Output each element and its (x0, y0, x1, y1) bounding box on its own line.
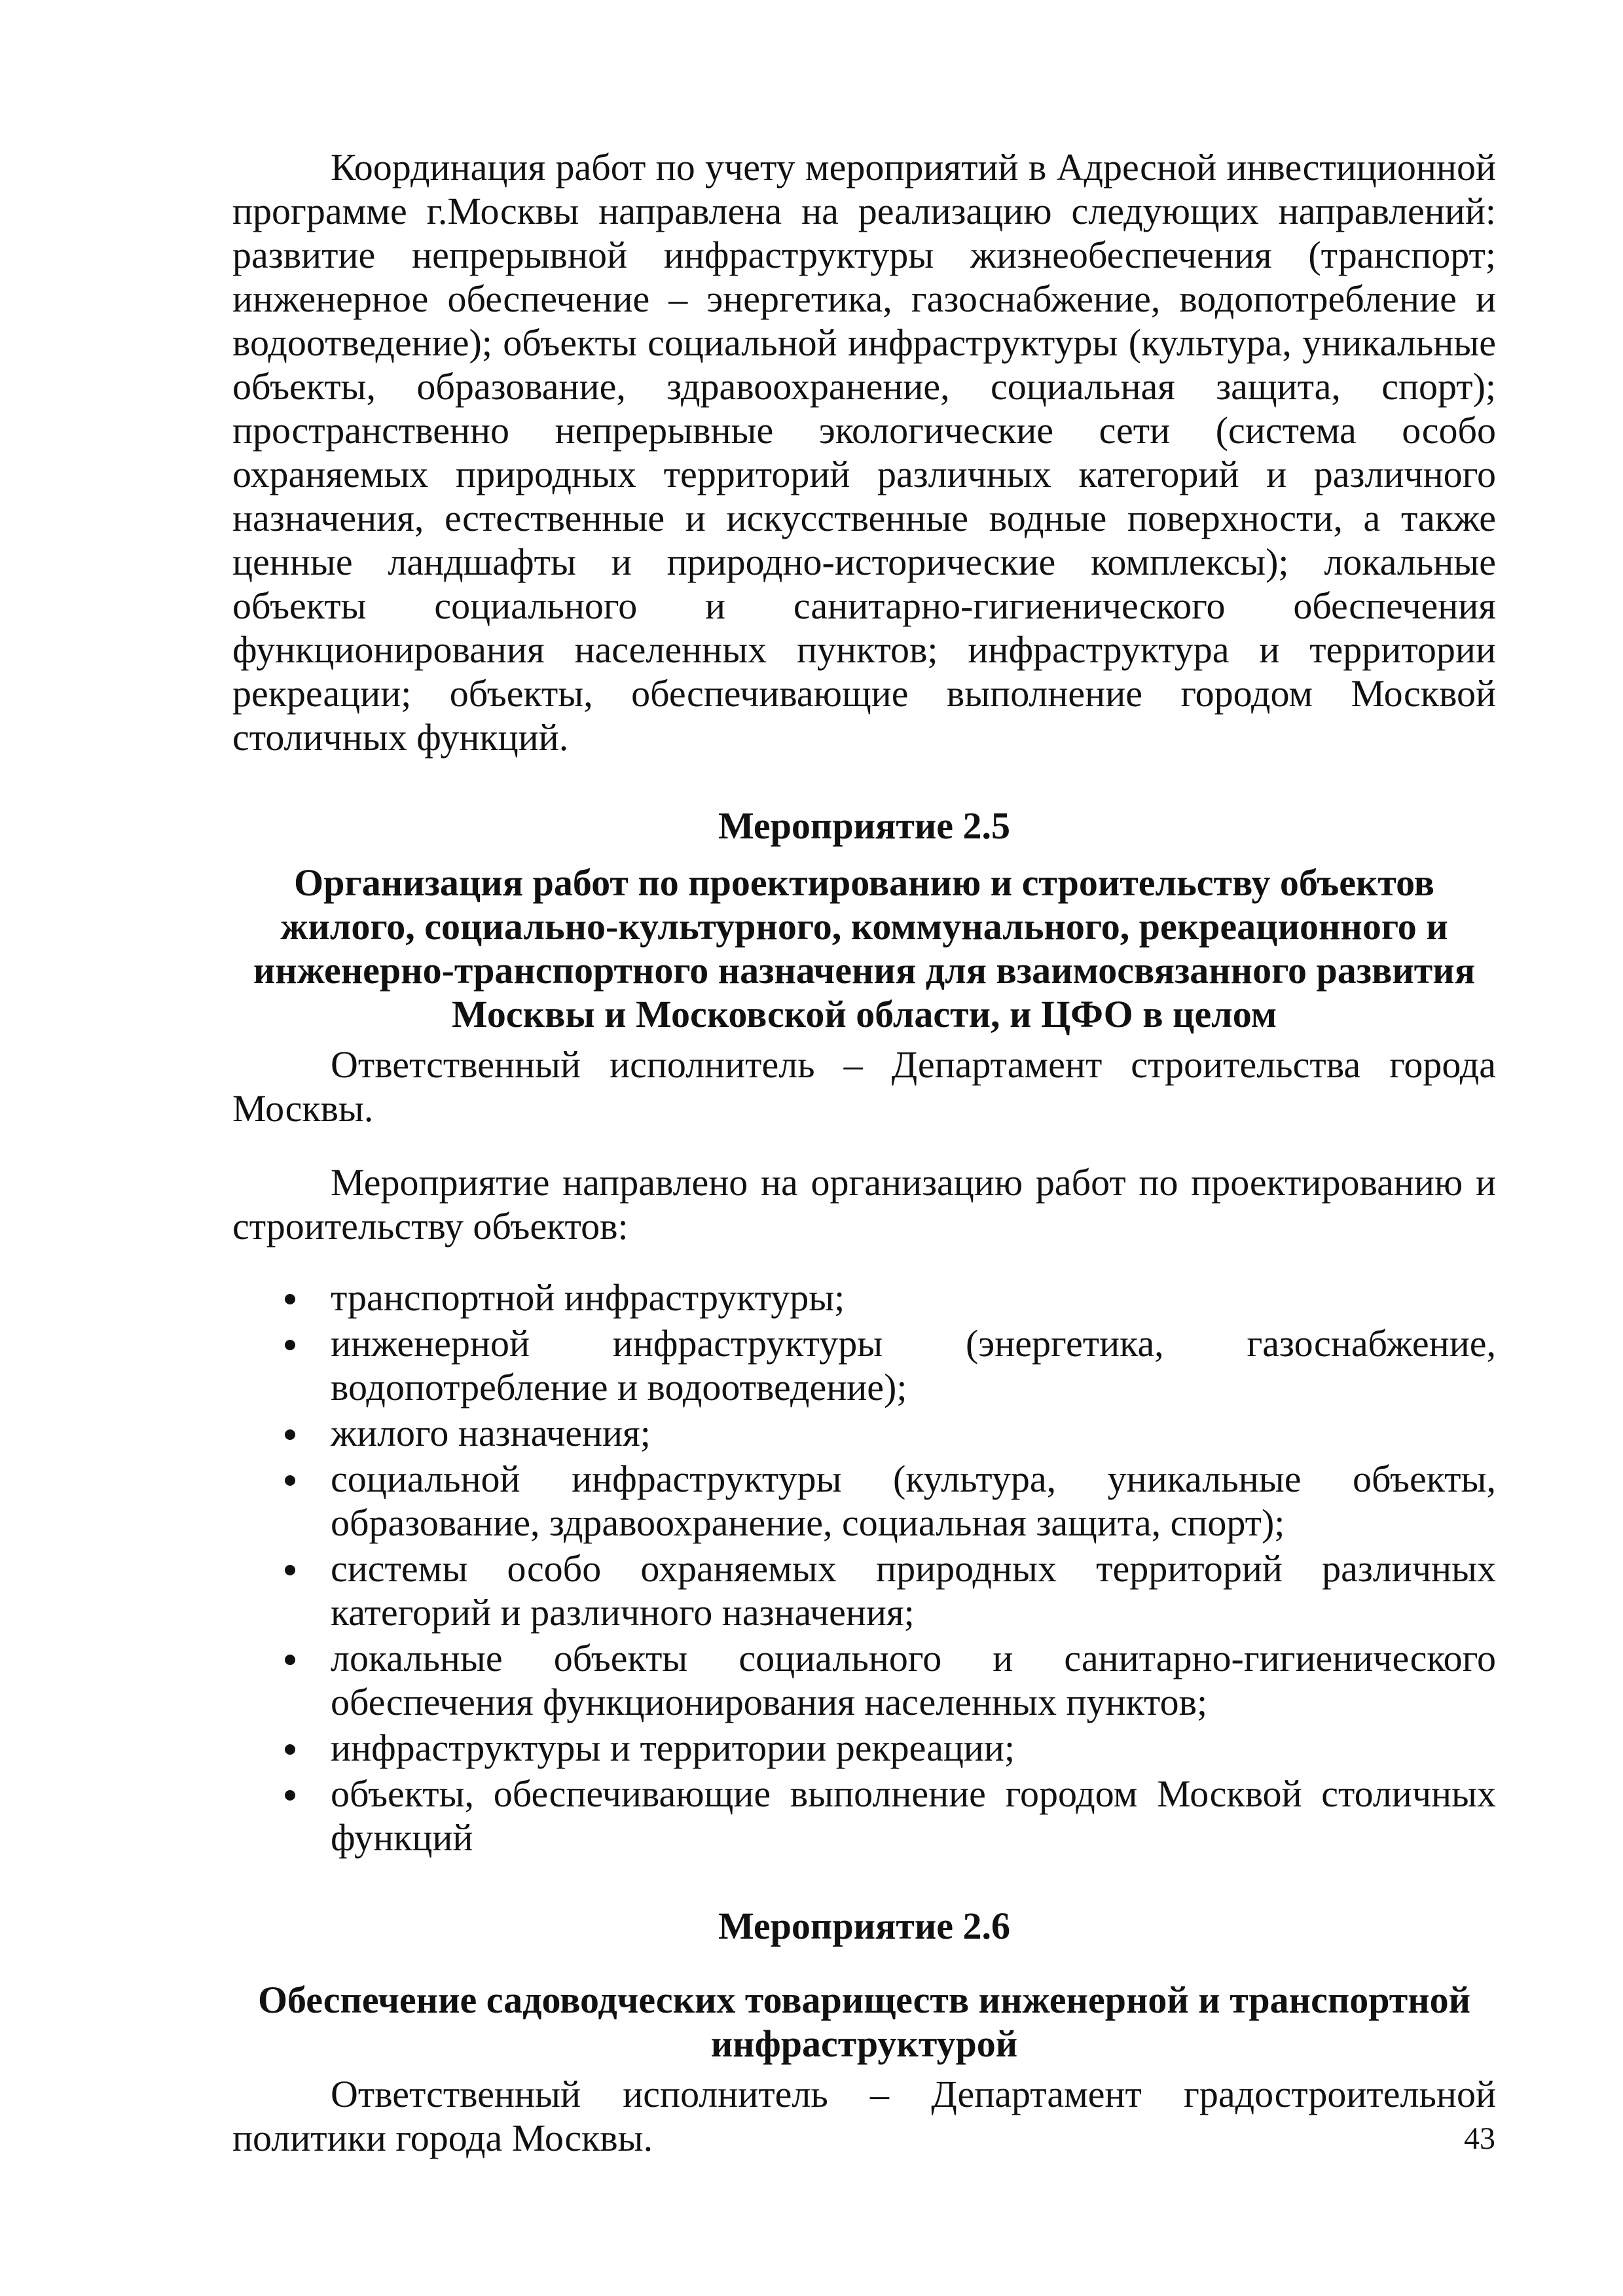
list-item (232, 1411, 1496, 1455)
list-item (232, 1457, 1496, 1545)
page-content (232, 145, 1496, 2160)
list-item-text: социальной инфраструктуры (культура, уникальные объекты, образование, здравоохранение, социальная защита, спорт); (331, 1458, 1496, 1544)
bullet-icon (285, 1744, 295, 1755)
section-2-5-bullet-list (232, 1276, 1496, 1859)
list-item (232, 1547, 1496, 1634)
list-item-text: транспортной инфраструктуры; (331, 1276, 845, 1319)
section-2-6-title: Обеспечение садоводческих товариществ инженерной и транспортной инфраструктурой (257, 1979, 1471, 2065)
bullet-icon (285, 1475, 295, 1486)
list-item-text: инженерной инфраструктуры (энергетика, газоснабжение, водопотребление и водоотведение); (331, 1322, 1496, 1408)
list-item (232, 1726, 1496, 1770)
bullet-icon (285, 1340, 295, 1350)
list-item (232, 1772, 1496, 1859)
list-item-text: локальные объекты социального и санитарно-гигиенического обеспечения функционирования населенных пунктов; (331, 1637, 1496, 1723)
section-2-6-number: Мероприятие 2.6 (718, 1905, 1011, 1947)
section-2-5-description: Мероприятие направлено на организацию работ по проектированию и строительству объектов: (232, 1161, 1496, 1247)
bullet-icon (285, 1429, 295, 1440)
section-2-6-responsible: Ответственный исполнитель – Департамент градостроительной политики города Москвы. (232, 2073, 1496, 2159)
list-item-text: инфраструктуры и территории рекреации; (331, 1727, 1015, 1769)
list-item-text: системы особо охраняемых природных территорий различных категорий и различного назначения; (331, 1547, 1496, 1634)
list-item (232, 1276, 1496, 1319)
bullet-icon (285, 1790, 295, 1801)
bullet-icon (285, 1655, 295, 1665)
bullet-icon (285, 1565, 295, 1575)
section-2-5-responsible: Ответственный исполнитель – Департамент строительства города Москвы. (232, 1043, 1496, 1130)
section-2-5-title: Организация работ по проектированию и строительству объектов жилого, социально-культурного, коммунального, рекреационного и инженерно-транспортного назначения для взаимосвязанного развития Москвы и Московской области, и ЦФО в целом (253, 861, 1476, 1035)
list-item (232, 1636, 1496, 1724)
page-number: 43 (1464, 2121, 1495, 2156)
bullet-icon (285, 1294, 295, 1304)
list-item-text: жилого назначения; (331, 1412, 651, 1454)
list-item (232, 1321, 1496, 1409)
list-item-text: объекты, обеспечивающие выполнение городом Москвой столичных функций (331, 1772, 1496, 1859)
section-2-5-number: Мероприятие 2.5 (718, 804, 1011, 847)
intro-paragraph: Координация работ по учету мероприятий в Адресной инвестиционной программе г.Москвы направлена на реализацию следующих направлений: развитие непрерывной инфраструктуры жизнеобеспечения (транспорт; инженерное обеспечение – энергетика, газоснабжение, водопотребление и водоотведение); объекты социальной инфраструктуры (культура, уникальные объекты, образование, здравоохранение, социальная защита, спорт); пространственно непрерывные экологические сети (система особо охраняемых природных территорий различных категорий и различного назначения, естественные и искусственные водные поверхности, а также ценные ландшафты и природно-исторические комплексы); локальные объекты социального и санитарно-гигиенического обеспечения функционирования населенных пунктов; инфраструктура и территории рекреации; объекты, обеспечивающие выполнение городом Москвой столичных функций. (232, 146, 1496, 759)
